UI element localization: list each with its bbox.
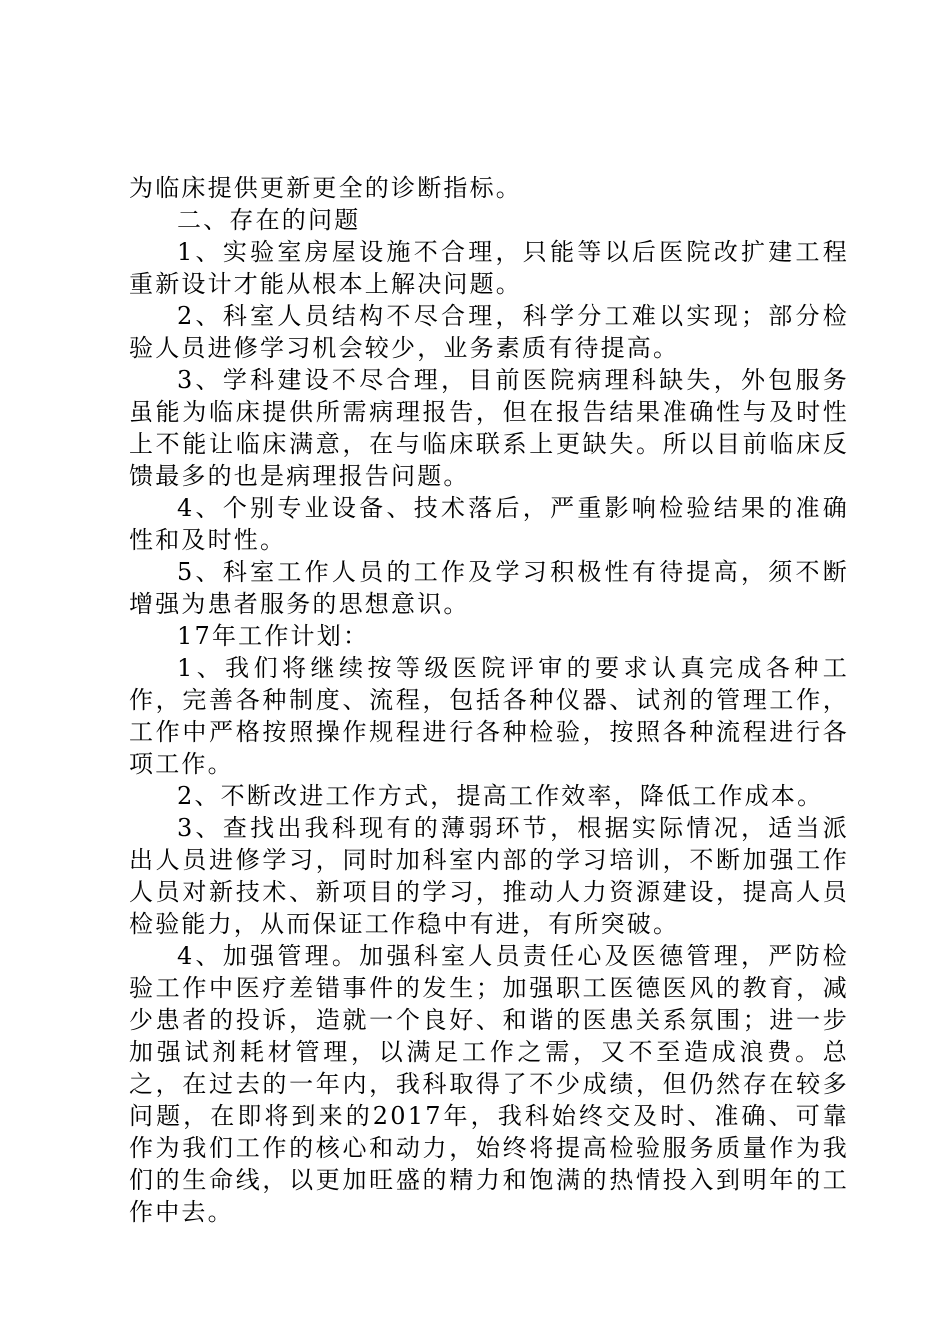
plan-item-4: 4、加强管理。加强科室人员责任心及医德管理，严防检验工作中医疗差错事件的发生；加强职工医德医风的教育，减少患者的投诉，造就一个良好、和谐的医患关系氛围；进一步加强试剂耗材管理，以满足工作之需，又不至造成浪费。总之，在过去的一年内，我科取得了不少成绩，但仍然存在较多问题，在即将到来的2017年，我科始终交及时、准确、可靠作为我们工作的核心和动力，始终将提高检验服务质量作为我们的生命线，以更加旺盛的精力和饱满的热情投入到明年的工作中去。 [129,942,849,1226]
section-heading-problems: 二、存在的问题 [177,206,361,234]
document-body [129,172,849,1228]
problem-item-2: 2、科室人员结构不尽合理，科学分工难以实现；部分检验人员进修学习机会较少，业务素质有待提高。 [129,302,849,362]
problem-item-3: 3、学科建设不尽合理，目前医院病理科缺失，外包服务虽能为临床提供所需病理报告，但在报告结果准确性与及时性上不能让临床满意，在与临床联系上更缺失。所以目前临床反馈最多的也是病理报告问题。 [129,366,849,490]
problem-item-4: 4、个别专业设备、技术落后，严重影响检验结果的准确性和及时性。 [129,494,849,554]
plan-item-2: 2、不断改进工作方式，提高工作效率，降低工作成本。 [177,782,824,810]
plan-item-3: 3、查找出我科现有的薄弱环节，根据实际情况，适当派出人员进修学习，同时加科室内部的学习培训，不断加强工作人员对新技术、新项目的学习，推动人力资源建设，提高人员检验能力，从而保证工作稳中有进，有所突破。 [129,814,849,938]
paragraph-continuation: 为临床提供更新更全的诊断指标。 [129,174,522,202]
section-heading-plan: 17年工作计划： [177,622,370,650]
problem-item-1: 1、实验室房屋设施不合理，只能等以后医院改扩建工程重新设计才能从根本上解决问题。 [129,238,849,298]
problem-item-5: 5、科室工作人员的工作及学习积极性有待提高，须不断增强为患者服务的思想意识。 [129,558,849,618]
plan-item-1: 1、我们将继续按等级医院评审的要求认真完成各种工作，完善各种制度、流程，包括各种仪器、试剂的管理工作，工作中严格按照操作规程进行各种检验，按照各种流程进行各项工作。 [129,654,849,778]
